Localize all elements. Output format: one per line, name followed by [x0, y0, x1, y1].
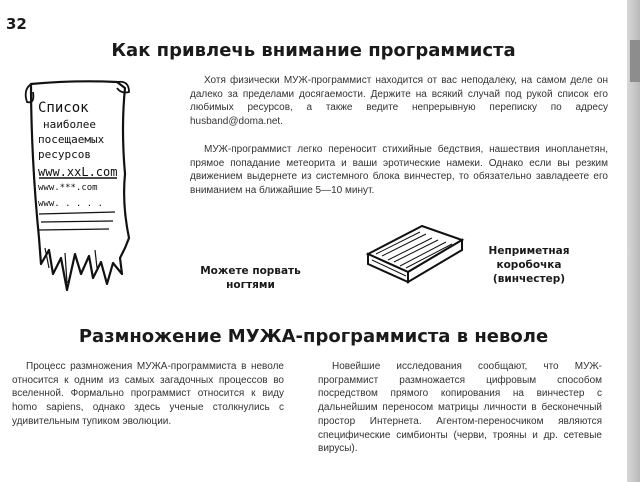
- caption-tear-line-2: ногтями: [226, 279, 275, 291]
- scroll-line-4: ресурсов: [38, 148, 91, 161]
- paragraph-reach: Хотя физически МУЖ-программист находится от вас неподалеку, на самом деле он далеко за пределами досягаемости. Держите на всякий случай под рукой список его любимых ресурсов, а также ведите непрерывную переписку по адресу husband@doma.net.: [190, 75, 608, 128]
- tab-marker: [630, 40, 640, 82]
- page-number: 32: [6, 15, 27, 33]
- hard-drive-illustration: [362, 214, 472, 284]
- section-title-reproduction: Размножение МУЖА-программиста в неволе: [78, 326, 549, 347]
- caption-tear-line-1: Можете порвать: [200, 265, 301, 277]
- paragraph-reproduction-right: Новейшие исследования сообщают, что МУЖ-программист размножается цифровым способом посредством прямого копирования на винчестер с дальнейшим переносом матрицы личности в бесконечный простор Интернета. Агентом-переносчиком являются специфические симбионты (черви, трояны и др. сетевые вирусы).: [318, 361, 602, 455]
- scroll-line-7: www. . . . .: [38, 199, 104, 209]
- caption-tear-with-nails: [188, 264, 313, 292]
- caption-drive-line-3: (винчестер): [492, 273, 566, 285]
- paragraph-reproduction-left: Процесс размножения МУЖА-программиста в неволе относится к одним из самых загадочных процессов во вселенной. Формально программист относится к виду homo sapiens, однако здесь ученые столкнулись с удивительным тупиком эволюции.: [12, 361, 284, 427]
- paragraph-hard-drive: МУЖ-программист легко переносит стихийные бедствия, нашествия инопланетян, прямое попадание метеорита и ваши эротические намеки. Однако если вы резким движением выдернете из системного блока винчестер, то обязательно завладеете его вниманием на ближайшие 5—10 минут.: [190, 144, 608, 197]
- scroll-line-6: www.***.com: [38, 183, 98, 193]
- page-edge-tab: [627, 0, 640, 482]
- caption-drive-line-2: коробочка: [496, 259, 562, 271]
- section-title-attention: Как привлечь внимание программиста: [111, 40, 516, 61]
- caption-drive-line-1: Неприметная: [488, 245, 570, 257]
- scroll-line-1: Список: [38, 100, 89, 116]
- scroll-line-2: наиболее: [43, 118, 96, 131]
- caption-hard-drive: [474, 244, 584, 286]
- scroll-line-5: www.xxL.com: [38, 165, 118, 179]
- torn-list-illustration: [5, 78, 205, 298]
- scroll-line-3: посещаемых: [38, 133, 105, 146]
